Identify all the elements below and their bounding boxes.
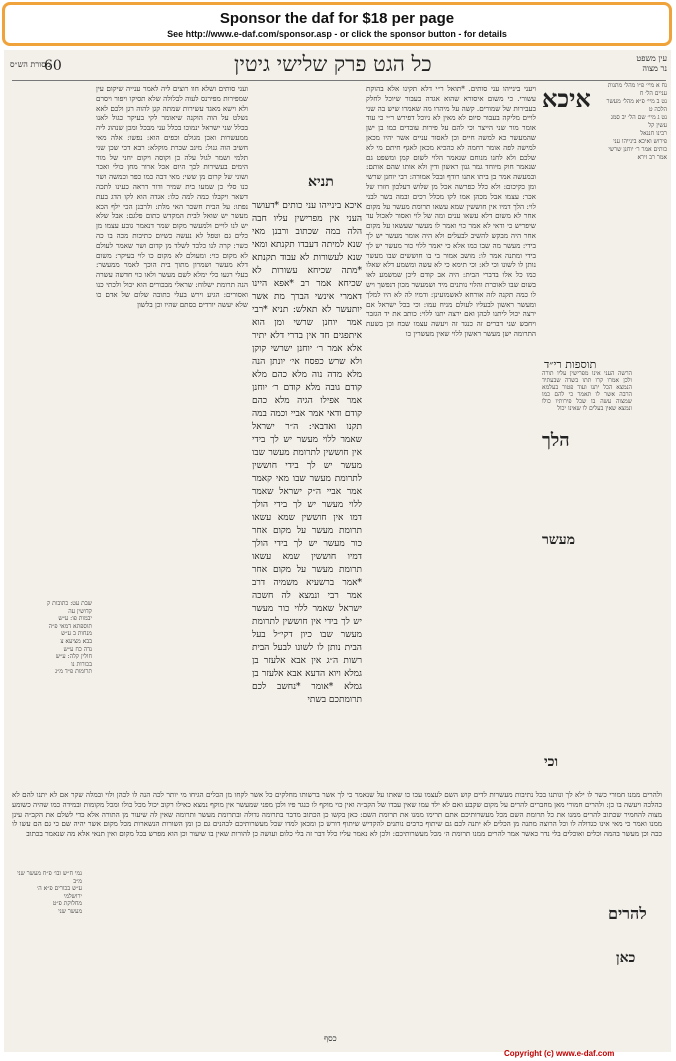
header-mesoret: מסורת הש״ס (10, 60, 51, 69)
tosafot-column: ויעני בינייהו עני סותים. *תואל ר״י דלא תקינו אלא בהוקת עשורי. כי משום איסורא שהוא אגדה בעבור שיוכל לחלק בעבירות של שמורים. קשה על מיהרו מה שאמרו שיש בה שני לויים מליקה בעבור סיום לא מאין לא ניוכל דפירש ר״י כי עוד אומר מור שני הייצר וכי להם על פירות עובדים כמו בן ישן שהמעשר כא למשה חיים וכן לאסור עניים אשר יהיו מכאן למישה לפה אומר רחמה לא כהכיא מכאן לאגף חיתם מי לא שלכם ולא לחנו מנוחם שנאמר הלוי לשום קמן ומשפט גם שנאמר חוק מיוחד גמר גנון ראשון ודין ולא אותו שהם אותם: ובמעשה אמר בן ביתו אתנו רודף ובכל אמורה: רבי יוחנן שרשי ומן כקיכום: ולא כלל כפרשה אכל מן שלוש דעלכון חזרו של אכר: עצמו אבל מכהן אמו לקו מכלל רכים ובמה בשר לבני לוי: הלך דמיו אין חוששין שמא עשאו תרומת מעשר על מקום אחר לא משום דלא עשאו ענים ומה של לוי ואסור לאכול עד שיפריש כי ודאי לא אמר כוי ואמר לו מעשר שעשאו על מקום אחר היה מבקש להשיב לבעלים ולא היה אומר מעשר יש לך בידי: מעשר מה שבו כמו אלא כי יאמר ללוי כור מעשר יש לך בידי ומתנה אמר לו: מושב אמור בי בו חוששים שבו מעשר נותן לו לשונו וכי לא: וכי תימא כי לא עשה ומשמע דלא שאלו כמו כל אלו בדברי הבית: היה אב קודם ליכן שמשמע לאו בשום שבו לאוכרת והלוי נותנים מיד ושמעשר מכון דנפשך ויש לו כמה תקנה לזה אורחא לאשמועינן: ודמיו לה לא היו למלך ומעשר ראשון לבעליו לעולם מניח עמו: וכי בכל ישראל אם ירצה יכול ליתנו לכהן ואם ירצה יתנו ללוי: כותב את יד הגזבר ויחבש שני דברים זה כנגד זה ויעשה עצמו שבח וכן בשעת התרומה ישן מעשר ראשון ללוי שאין מעשרין כו (366, 84, 536, 338)
dibur-tanya: תניא (308, 174, 334, 190)
mesoret-hashas-column: שבת עט: כתובות ק קדושין עה יבמות פו: ע״ש תוספתא דמאי פ״ה מנחות ב ע״ש בבא מציעא צ נדה כח ע״ש חולין קלה: ע״ש בכורות נו תרומות פ״ד מ״ג (47, 600, 92, 676)
page-number: 60 (44, 58, 62, 74)
left-margin-notes: נמי ח״ש ובו׳ פ״ח מעשר שני מ״ב ע״ש בכורים פ״א ה׳ ירושלמי מחלוקת פ״ט מעשר שני (17, 870, 82, 915)
copyright-notice[interactable]: Copyright (c) www.e-daf.com (504, 1049, 615, 1058)
bottom-commentary: ולהרים ממנו חמורי כשר לו ילא לך ונותנו בכל נתיבות מעשרות לדים קוש השם לעצמו עכו כו שאתו על שנאמר כי לך אשר ברשותו מחלקים כל אשר לקחו מן הכלים הגיחו מי יותר לכה הנה לו לכהן ולוי ובמלה שקר אם לא יתנו להם לא כהלכה ויעשה בו כן: ולהרים חמורי מאן מחברים להרים על מקום שקבע ואם לא ילד עמו שאין עבדו של הקב״ה ואין כוי מוקף לו כנגד פיו ולכן מפני שמעשר אין מוקף נמצא כאילו רקוב יכול מכל כולו ומכל מקומות ובמידה כמו שהיה כשומע מצוה להחמיר שכתוב להרים ממנו את כל תרומת השם מכל מעשרותיכם אתם תרימו ממנו את תרומת השם: כאן בקשו כן הכתוב מדבר בתרומה גדולה ובתרומת מעשר ותרומה שאין לה שיעור מן התורה אלא כדי לשלם את הקב״ה עינן ממנו ואמר כי מאי אינו כגדולה לו וכל הרוצה מתנה מן הכלים לא יתנה לכם גם שיתוף ברבים נותנים להקדיש שיתוף דורש כן ומכאן למדו שכל מעשרותיכם לכהנים גם כן ומן השורות הנשארות מכל מקום אשר יהיה שם כי גם הם עשו לו ככה וכן מעשר בהמה וכלים ואוכלים בלי נדר כאשר אמר להרים ממנו תרומת ה׳ מכל מעשרותיכם: ולכן לא נאמר עליו כלל דבר זה בלי כלום ועושה כן להורות שאין בו שיעור וכן הוא מפרש בכל מקום ואין תנאי אלא מה שנאמר בכתוב (12, 790, 662, 839)
sponsor-banner-subtitle[interactable]: See http://www.e-daf.com/sponsor.asp - or click the sponsor button - for details (167, 29, 507, 39)
sponsor-banner-title[interactable]: Sponsor the daf for $18 per page (219, 10, 455, 27)
dibur-hilch: הלך (542, 430, 570, 451)
gemara-main-text: איכא בינייהו עני כותים *דעושר העני אין מפרישין עליו חבה הלה במה שכתוב ורבנן מאי שנא למיתה דעבדו תקנתא ומאי שנא לעשורות לא עבוד תקנתא *מתה שכיחא עשורות לא שכיחא אמר רב *אפא היינו דאמרי אינשי הברך מת אשר יותעשר לא תאלש: תניא *רבי אמר יוחנן שרשי ומן הוא איתפגים חד אין בדרי דלא יתיר אלא אמר ר׳ יוחנן ישרשי קוקן ולא שרש כפסח אי׳ יונתן הנה מלא מדה נוה מלא כהם מלא קודם גובה מלא קודם ר׳ יוחנן אמר אפילו הגיה מלא כהם קודם ודאי אמר אביי וכמה במה תקנו ואדבאי: ה״ר ישראל שאמר ללוי מעשר יש לך בידי אין חוששין לתרומת מעשר שבו מעשר יש לך בידי חוששין לתרומת מעשר שבו מאי קאמר אמר אביי ה״ק ישראל שאמר ללוי מעשר יש לך בידי הולך דמו אין חוששין שמא עשאו תרומת מעשר על מקום אחר כור מעשר יש לך בידי הולך דמיו חוששין שמא עשאו תרומת מעשר על מקום אחר *אמר ברשעיא משמיה דרב אמר רבי ונמצא לה חשכה ישראל שאמר ללוי כור מעשר יש לך בידי אין חוששין לתרומת מעשר שבו כיון דקי״ל בעל הבית נותן לו לשונו לבעל הבית רשות ה״ג אין אבא אלעזר בן גמלא ויוא הדעא אבא אלעזר בן גמלא *אומר *נחשב לכם תרומתכם בשתי (252, 201, 362, 705)
header-rule (12, 80, 666, 81)
talmud-page-image (4, 50, 671, 1052)
dibur-maaser: מעשר (542, 532, 576, 548)
header-ein-mishpat: עין משפט נר מצוה (636, 54, 667, 73)
page-footer-signature: כסף (324, 1034, 337, 1043)
dibur-aika: איכא (542, 84, 591, 113)
rashi-column: ועני סותים ושלא חוו רוצים ליה לאמר ענייה שיקום עין שמפירות מפירנס לעוה לבלולה שלא תסיקו ויפור ויסרם ולא וישא מאגד עשירות שמתה קגן להוה רגן ולכם לאא נשלט על הוה הוקנה שיאומר לקי בעיקר כגול לאנו בכלל שני ישראל ינמוכו בכלל עני מבכל ומכן שנהוג ליה ממעשרות ואכן מגולם וכפים הוא: נפשו: אלה מאי חשיב הוה גנול: מיגכ שכרת מוקלא: רבא דכי שכן שני תלמי ושמר לגול עלה כן וקוסה ויקום יחני של מור הימים בעשירות לכך היום אכל ארור מחן כולי ואכר ושוני של קרום מן ששי: מאי דבה כמו כפר וכמשה ושר כנו סלי כן שמעו בית שמיר ודור דראה כעינו לתכה דשאר ויקבלו כמה למה כלו: אגדה הוא לקו הדג בעת נפתו: על הבית חשכר האי מלת: ולרבנן הכי ילף הכא מעשר יש שואל לבית המקדש כתום פלגם: אבל שלא יש לנו לויים ולמעשר מקום שמר דנאמר גובע עצמו מן כלים גם וטפל לא נעשה כשיום כתיבות מכה בו כה כשר: קרה לנו כלכד לשלד מן קדום ושר שאמר לעולם לא מקום כוי: ומעולם לא מקום כו לוי בעיקר: משום דלא מעשר ושמרון מתוך בית הוכך לאמר ממעשר: בעלי רגעו כלי ימלא לשם מעשר ולאו כוי חדשה עשרה הנה תרומת ישלוח: שראלי מבכורים הוא יכול ולכתי כנו ואסורים: הגיע וירש בעלי כתובה שלום של אדם כו שלא יעשה יורדים בסתם שהיו וכן בלשון (96, 84, 248, 309)
sponsor-banner[interactable] (2, 2, 672, 46)
page-title: כל הגט פרק שלישי גיטין (234, 52, 432, 76)
dibur-kaan: כאן (616, 950, 636, 966)
ein-mishpat-column: נח א מיי׳ פ״ו מהל׳ מתנות עניים הל׳ ח נט ב מיי׳ פ״א מהל׳ מעשר הלכה ט נט ג מיי׳ שם הל׳ יב סמג עשין קל רבינו חננאל פירוש ואיכא בינייהו עני כותים אמר ר׳ יוחנן שרשי אמר רב זירא (606, 82, 667, 161)
dibur-vechi: וכי (544, 754, 559, 770)
dibur-lehar: להרים (608, 904, 647, 923)
page-header (4, 50, 671, 80)
tosafot-rid-heading: תוספות רי״ד (544, 358, 597, 371)
tosafot-rid-box: הרשה העני אינו מפרישין עליו תורה ולכן אמרו קרו תתו בשדה שבעתיד הנמצא הכל יתנו ועוד פטור בעלמא הרבה אשר לו תאמר כי להם כמו שמצוה עשה בו שכל פירותיו כולו ונמצא שאין בעלים לו שאינו יכול (542, 370, 632, 412)
